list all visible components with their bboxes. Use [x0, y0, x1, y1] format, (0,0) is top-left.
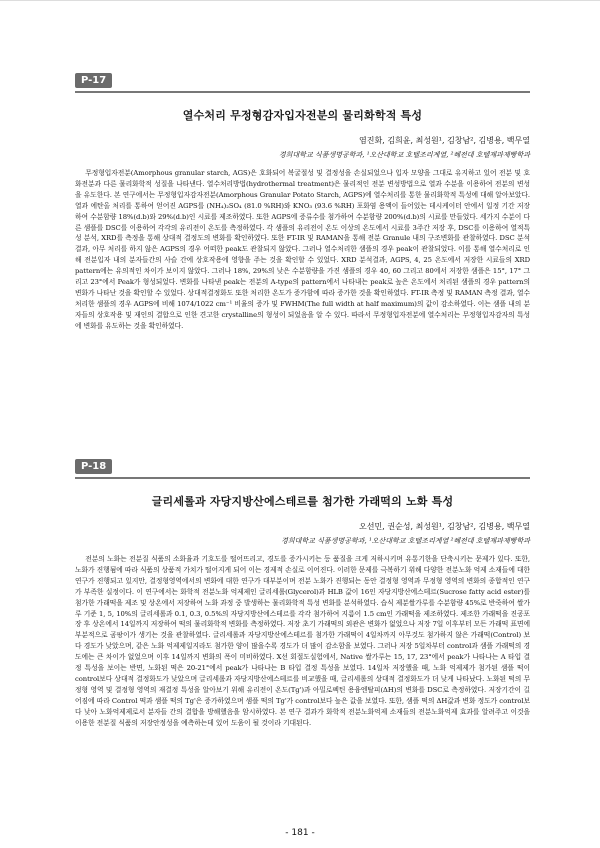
abstract-body: 무정형입자전분(Amorphous granular starch, AGS)은 호화되어 복굴절성 및 결정성을 손실되었으나 입자 모양을 그대로 유지하고 있어 전분 및 호화전분과 다른 물리화학적 성질을 나타낸다. 열수처리방법(hydrothermal treatment)은 물리적인 전분 변성방법으로 열과 수분을 이용하여 전분의 변성을 유도한다. 본 연구에서는 무정형입자감자전분(Amorphous Granular Potato Starch, AGPS)에 열수처리를 통한 물리화학적 특성에 대해 알아보았다. 열과 에탄올 처리를 통하여 얻어진 AGPS를 (NH₄)₂SO₄ (81.0 %RH)와 KNO₃ (93.6 %RH) 포화염 용액이 들어있는 데시케이터 안에서 일정 기간 저장하여 수분함량 18%(d.b)와 29%(d.b)인 시료를 제조하였다. 또한 AGPS에 증류수를 첨가하여 수분함량 200%(d.b)의 시료를 만들었다. 세가지 수분이 다른 샘플를 DSC를 이용하여 각각의 유리전이 온도를 측정하였다. 각 샘플의 유리전이 온도 이상의 온도에서 시료를 3주간 저장 후, DSC를 이용하여 열적특성 분석, XRD를 측정을 통해 상대적 결정도의 변화를 확인하였다. 또한 FT-IR 및 RAMAN을 통해 전분 Granule 내의 구조변화를 관찰하였다. DSC 분석결과, 아무 처리를 하지 않은 AGPS의 경우 어떠한 peak도 관찰되지 않았다. 그러나 열수처리한 샘플의 경우 peak이 관찰되었다. 이를 통해 열수처리로 인해 전분입자 내의 분자들간의 사슬 간에 상호작용에 영향을 주는 것을 확인할 수 있었다. XRD 분석결과, AGPS, 4, 25 온도에서 저장한 시료들의 XRD pattern에는 유의적인 차이가 보이지 않았다. 그러나 18%, 29%의 낮은 수분함량을 가진 샘플의 경우 40, 60 그리고 80에서 저장한 샘플은 15°, 17° 그리고 23°에서 Peak가 형성되었다. 변화를 나타낸 peak는 전분의 A-type의 pattern에서 나타내는 peak로 높은 온도에서 처리된 샘플의 경우 pattern의 변화가 나타난 것을 확인할 수 있었다. 상대적결정화도 또한 처리한 온도가 증가함에 따라 증가한 것을 확인하였다. FT-IR 측정 및 RAMAN 측정 결과, 열수처리한 샘플의 경우 AGPS에 비해 1074/1022 cm⁻¹ 비율의 증가 및 FWHM(The full width at half maximum)의 값이 감소하였다. 이는 샘플 내의 분자들의 상호작용 및 재인의 결합으로 인한 견고한 crystalline의 형성이 되었음을 알 수 있다. 따라서 무정형입자전분에 열수처리는 무정형입자감자의 특성에 변화를 유도하는 것을 확인하였다.	[75, 169, 530, 330]
abstract-title: 글리세롤과 자당지방산에스테르를 첨가한 가래떡의 노화 특성	[151, 495, 454, 508]
abstract-authors: 오선민, 권순성, 최성원¹, 김창남², 김병용, 백무열	[359, 522, 530, 531]
abstract-p18	[75, 454, 530, 729]
abstract-authors: 염진화, 김희윤, 최성원¹, 김창남², 김병용, 백무열	[359, 136, 530, 145]
abstract-body: 전분의 노화는 전분질 식품의 소화율과 기호도를 떨어뜨리고, 경도를 증가시키는 등 품질을 크게 저하시키며 유통기한을 단축시키는 문제가 있다. 또한, 노화가 진행됨에 따라 식품의 상품적 가치가 떨어지게 되어 이는 경제적 손실로 이어진다. 이러한 문제를 극복하기 위해 다양한 전분노화 억제 소재들에 대한 연구가 진행되고 있지만, 결정형영역에서의 변화에 대한 연구가 대부분이며 전분 노화가 진행되는 동안 결정형 영역과 무정형 영역의 변화의 종합적인 연구가 부족한 실정이다. 이 연구에서는 화학적 전분노화 억제제인 글리세롤(Glycerol)과 HLB 값이 16인 자당지방산에스테르(Sucrose fatty acid ester)를 첨가한 가래떡을 제조 및 상온에서 저장하여 노화 과정 중 발생하는 물리화학적 특성 변화를 분석하였다. 습식 제분쌀가루를 수분함량 45%로 반죽하여 쌀가루 기준 1, 5, 10%의 글리세롤과 0.1, 0.3, 0.5%의 자당지방산에스테르를 각각 첨가하여 지름이 1.5 cm인 가래떡을 제조하였다. 제조한 가래떡을 진공포장 후 상온에서 14일까지 저장하여 떡의 물리화학적 변화를 측정하였다. 저장 초기 가래떡의 외관은 변화가 없었으나 저장 7일 이후부터 모든 가래떡 표면에 부분적으로 곰팡이가 생기는 것을 관찰하였다. 글리세롤과 자당지방산에스테르를 첨가한 가래떡이 4일차까지 아무것도 첨가하지 않은 가래떡(Control) 보다 경도가 낮았으며, 같은 노화 억제제일지라도 첨가한 양이 많을수록 경도가 더 많이 감소함을 보였다. 그러나 저장 5일차부터 control과 샘플 가래떡의 경도에는 큰 차이가 없었으며 이후 14일까지 변화의 폭이 미비하였다. X선 회절도실험에서, Native 쌀가루는 15, 17, 23°에서 peak가 나타나는 A 타입 결정 특성을 보이는 반면, 노화된 떡은 20-21°에서 peak가 나타나는 B 타입 결정 특성을 보였다. 14일차 저장했을 때, 노화 억제제가 첨가된 샘플 떡이 control보다 상대적 결정화도가 낮았으며 글리세롤과 자당지방산에스테르를 비교했을 때, 글리세롤의 상대적 결정화도가 더 낮게 나타났다. 노화된 떡의 무정형 영역 및 결정형 영역의 재결정 특성을 알아보기 위해 유리전이 온도(Tg')과 아밀로펙틴 용융엔탈피(ΔH)의 변화를 DSC로 측정하였다. 저장기간이 길어짐에 따라 Control 떡과 샘플 떡의 Tg'은 증가하였으며 샘플 떡의 Tg'가 control보다 높은 값을 보였다. 또한, 샘플 떡의 ΔH값과 변화 정도가 control보다 낮아 노화억제제로서 분자들 간의 결합을 방해했음을 암시하였다. 본 연구 결과가 화학적 전분노화억제 소재들의 전분노화억제 효과를 알려주고 이것을 이용한 전분질 식품의 저장안정성을 예측하는데 있어 도움이 될 것이라 기대된다.	[75, 555, 530, 727]
abstract-title: 열수처리 무정형감자입자전분의 물리화학적 특성	[182, 109, 423, 122]
abstract-p17	[75, 68, 530, 332]
page-number: - 181 -	[285, 828, 315, 838]
abstract-tag: P-18	[75, 459, 112, 474]
abstract-affiliation: 경희대학교 식품생명공학과, ¹오산대학교 호텔조리계열, ²혜전대 호텔제과제빵학과	[278, 151, 530, 159]
tag-rule	[75, 91, 530, 93]
page-top-border	[0, 0, 600, 1]
abstract-tag: P-17	[75, 73, 112, 88]
abstract-affiliation: 경희대학교 식품생명공학과, ¹오산대학교 호텔조리계열 ²혜전대 호텔제과제빵학과	[281, 537, 530, 545]
tag-rule	[75, 477, 530, 479]
